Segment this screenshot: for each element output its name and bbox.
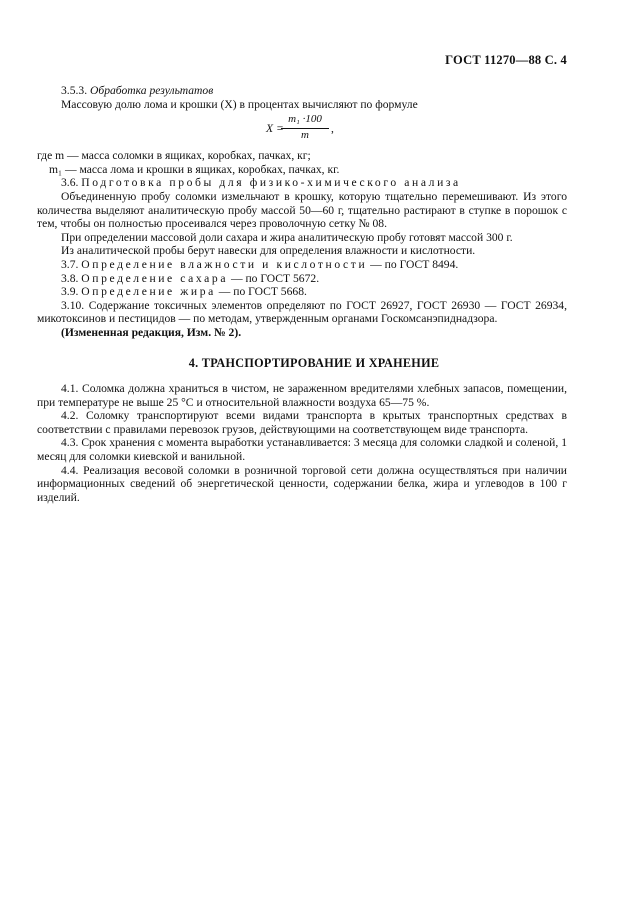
formula-numerator: m₁ ·100	[281, 113, 329, 129]
clause-4-4: 4.4. Реализация весовой соломки в розничной торговой сети должна осуществляться при наличии информационных сведений об энергетической ценности, содержании белка, жира и углеводов в 100 г изделий.	[37, 463, 567, 504]
clause-3-6-heading	[61, 176, 567, 190]
clause-title: Определение жира	[81, 285, 216, 299]
clause-3-10: 3.10. Содержание токсичных элементов определяют по ГОСТ 26927, ГОСТ 26930 — ГОСТ 26934, микотоксинов и пестицидов — по методам, утвержденным органами Госкомсанэпиднадзора.	[37, 298, 567, 326]
clause-title: Подготовка пробы для физико-химического анализа	[81, 176, 461, 190]
clause-title: Определение сахара	[81, 271, 229, 285]
clause-title: Определение влажности и кислотности	[81, 257, 368, 271]
clause-reference: — по ГОСТ 8494.	[370, 257, 459, 271]
clause-title: Обработка результатов	[90, 84, 214, 97]
clause-reference: — по ГОСТ 5668.	[218, 285, 307, 299]
clause-reference: — по ГОСТ 5672.	[230, 271, 320, 285]
clause-3-6-paragraph-2: При определении массовой доли сахара и жира аналитическую пробу готовят массой 300 г.	[61, 230, 513, 244]
clause-4-1: 4.1. Соломка должна храниться в чистом, не зараженном вредителями хлебных запасов, помещении, при температуре не выше 25 °С и относительной влажности воздуха 65—75 %.	[37, 382, 567, 409]
formula-lhs: X =	[266, 122, 284, 136]
clause-3-9	[61, 285, 567, 299]
clause-3-5-3-text: Массовую долю лома и крошки (X) в процентах вычисляют по формуле	[61, 97, 418, 111]
clause-number: 3.5.3.	[61, 84, 88, 97]
clause-number: 3.7.	[61, 257, 79, 271]
clause-3-8	[61, 272, 567, 286]
clause-3-6-paragraph-1: Объединенную пробу соломки измельчают в крошку, которую тщательно перемешивают. Из этого количества выделяют аналитическую пробу массой 50—60 г, тщательно растирают в ступке в порошок с тем, чтобы он полностью просеивался через проволочную сетку № 08.	[37, 189, 567, 231]
clause-3-5-3-heading	[61, 84, 567, 98]
where-m: где m — масса соломки в ящиках, коробках, пачках, кг;	[37, 149, 311, 163]
clause-4-3: 4.3. Срок хранения с момента выработки устанавливается: 3 месяца для соломки сладкой и соленой, 1 месяц для соломки киевской и ванильной.	[37, 436, 567, 464]
clause-3-7	[61, 258, 567, 272]
section-4-title: 4. ТРАНСПОРТИРОВАНИЕ И ХРАНЕНИЕ	[188, 355, 440, 370]
clause-number: 3.9.	[61, 285, 79, 299]
clause-3-6-paragraph-3: Из аналитической пробы берут навески для определения влажности и кислотности.	[61, 244, 476, 258]
clause-number: 3.8.	[61, 271, 79, 285]
formula-denominator: m	[301, 128, 309, 141]
amendment-note: (Измененная редакция, Изм. № 2).	[61, 325, 242, 339]
page-header: ГОСТ 11270—88 С. 4	[445, 53, 567, 67]
where-m1: m₁ — масса лома и крошки в ящиках, коробках, пачках, кг.	[49, 162, 340, 176]
document-body	[37, 84, 567, 504]
formula-fraction	[281, 113, 329, 142]
formula-comma: ,	[331, 122, 334, 136]
clause-4-2: 4.2. Соломку транспортируют всеми видами транспорта в крытых транспортных средствах в соответствии с правилами перевозок грузов, действующими на соответствующем виде транспорта.	[37, 409, 567, 436]
clause-number: 3.6.	[61, 176, 79, 190]
formula	[61, 113, 567, 147]
